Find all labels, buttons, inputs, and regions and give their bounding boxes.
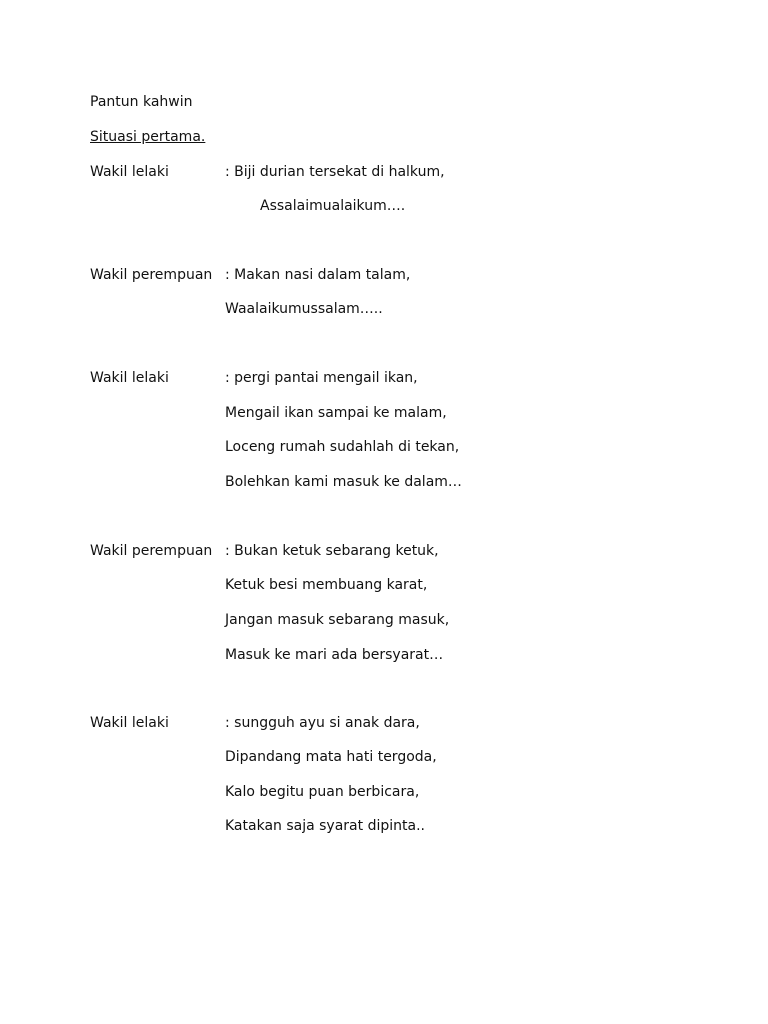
verse-line: Jangan masuk sebarang masuk, (225, 612, 450, 628)
document-subtitle: Situasi pertama. (90, 129, 206, 145)
verse-line: Ketuk besi membuang karat, (225, 577, 428, 593)
verse-line: Waalaikumussalam….. (225, 301, 383, 317)
verse-line: Katakan saja syarat dipinta.. (225, 818, 425, 834)
verse-line: : sungguh ayu si anak dara, (225, 715, 420, 731)
speaker-label: Wakil perempuan (90, 267, 213, 283)
verse-line: : pergi pantai mengail ikan, (225, 370, 418, 386)
verse-line: Kalo begitu puan berbicara, (225, 784, 420, 800)
verse-line: Mengail ikan sampai ke malam, (225, 405, 447, 421)
verse-line: Bolehkan kami masuk ke dalam… (225, 474, 462, 490)
verse-line: : Biji durian tersekat di halkum, (225, 164, 445, 180)
document-title: Pantun kahwin (90, 94, 193, 110)
speaker-label: Wakil lelaki (90, 715, 169, 731)
verse-line: : Bukan ketuk sebarang ketuk, (225, 543, 439, 559)
speaker-label: Wakil lelaki (90, 370, 169, 386)
verse-line: : Makan nasi dalam talam, (225, 267, 411, 283)
speaker-label: Wakil perempuan (90, 543, 213, 559)
speaker-label: Wakil lelaki (90, 164, 169, 180)
verse-line: Masuk ke mari ada bersyarat… (225, 647, 444, 663)
verse-line: Dipandang mata hati tergoda, (225, 749, 437, 765)
verse-line: Assalaimualaikum…. (260, 198, 406, 214)
verse-line: Loceng rumah sudahlah di tekan, (225, 439, 460, 455)
